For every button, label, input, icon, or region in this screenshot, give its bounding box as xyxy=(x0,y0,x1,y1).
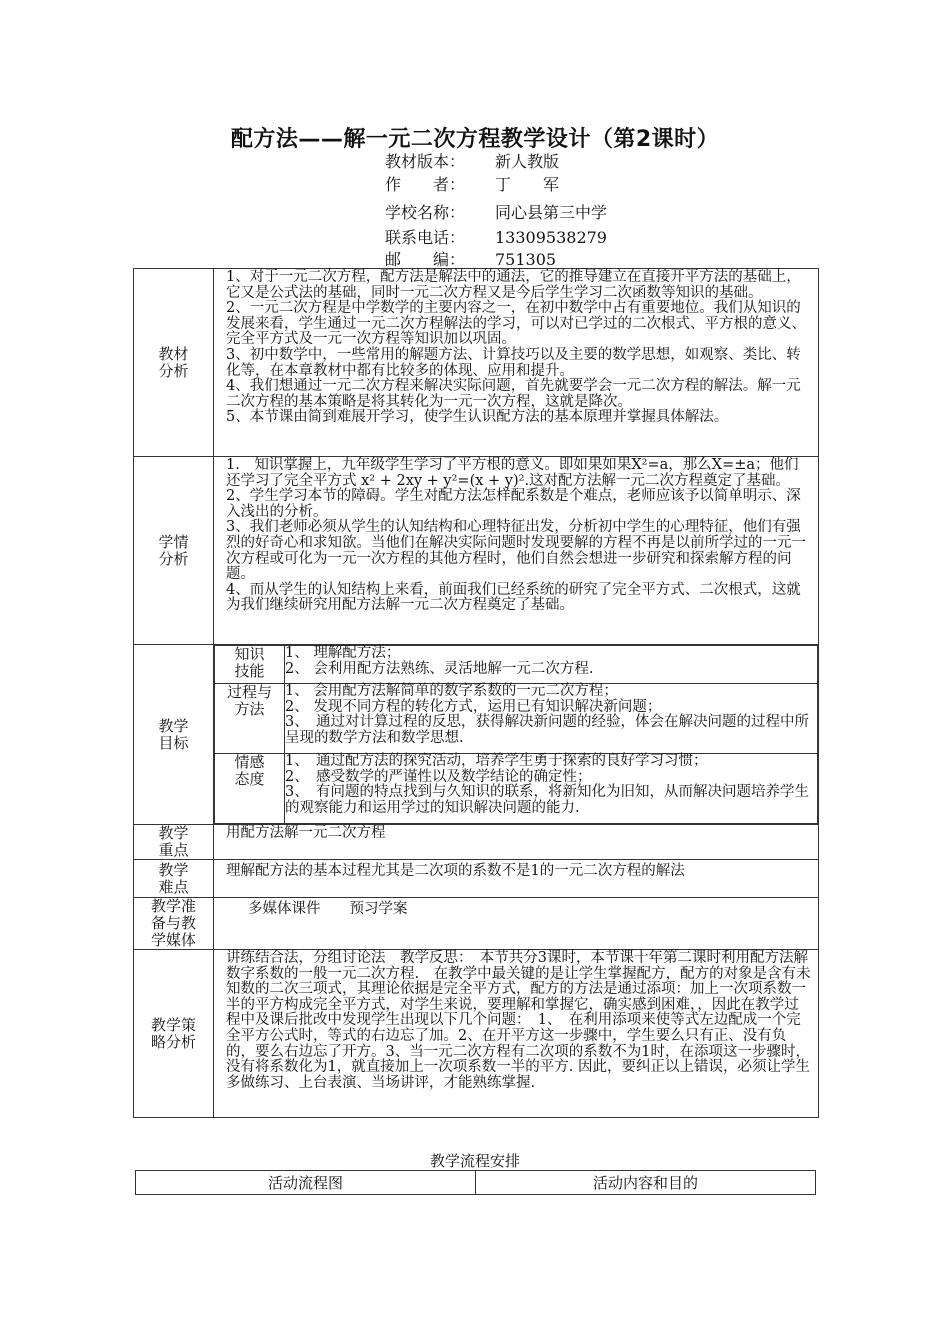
objectives-table xyxy=(214,645,818,824)
objective-line: 2、 感受数学的严谨性以及数学结论的确定性； xyxy=(285,768,592,785)
objective-line: 1、 理解配方法； xyxy=(285,645,401,661)
sub-header-process: 过程与 方法 xyxy=(215,684,285,754)
paragraph: 3、初中数学中，一些常用的解题方法、计算技巧以及主要的数学思想，如观察、类比、转化等，在本章教材中都有比较多的体现、应用和提升。 xyxy=(226,346,801,379)
meta-phone xyxy=(385,228,607,248)
objective-line: 3、 通过对计算过程的反思，获得解决新问题的经验，体会在解决问题的过程中所呈现的数学方法和数学思想. xyxy=(285,714,809,746)
objective-line: 2、 会利用配方法熟练、灵活地解一元二次方程. xyxy=(285,660,594,677)
paragraph: 1. 知识掌握上，九年级学生学习了平方根的意义。即如果如果X²=a，那么X=±a；他们还学习了完全平方式 x² + 2xy + y²=(x + y)².这对配方法解一元二次方程奠定了基础。 xyxy=(226,457,799,489)
meta-edition xyxy=(385,152,559,172)
objective-line: 1、 通过配方法的探究活动，培养学生勇于探索的良好学习习惯； xyxy=(285,753,708,769)
paragraph: 2、学生学习本节的障碍。学生对配方法怎样配系数是个难点，老师应该予以简单明示、深入浅出的分析。 xyxy=(226,488,801,520)
lesson-design-table xyxy=(133,268,819,1118)
flow-title: 教学流程安排 xyxy=(429,1152,520,1170)
paragraph: 3、我们老师必须从学生的认知结构和心理特征出发，分析初中学生的心理特征，他们有强烈的好奇心和求知欲。当他们在解决实际问题时发现要解的方程不再是以前所学过的一元一次方程或可化为一元一次方程的其他方程时，他们自然会想进一步研究和探索解方程的问题。 xyxy=(226,519,806,583)
meta-author xyxy=(385,175,559,195)
preparation-body: 多媒体课件 预习学案 xyxy=(214,898,819,950)
objective-line: 2、 发现不同方程的转化方式，运用已有知识解决新问题； xyxy=(285,698,662,715)
paragraph: 4、我们想通过一元二次方程来解决实际问题，首先就要学会一元二次方程的解法。解一元二次方程的基本策略是将其转化为一元一次方程，这就是降次。 xyxy=(226,378,801,410)
paragraph: 2、一元二次方程是中学数学的主要内容之一，在初中数学中占有重要地位。我们从知识的发展来看，学生通过一元二次方程解法的学习，可以对已学过的二次根式、平方根的意义、完全平方式及一元一次方程等知识加以巩固。 xyxy=(226,300,806,348)
row-teaching-objectives xyxy=(134,645,819,825)
flow-table xyxy=(135,1170,816,1195)
row-student-analysis xyxy=(134,457,819,645)
meta-label: 教材版本： xyxy=(385,152,466,171)
sub-header-knowledge: 知识 技能 xyxy=(215,646,285,684)
sub-header-attitude: 情感 态度 xyxy=(215,754,285,824)
textbook-analysis-body xyxy=(214,269,819,457)
student-analysis-body xyxy=(214,457,819,645)
paragraph: 4、而从学生的认知结构上来看，前面我们已经系统的研究了完全平方式、二次根式，这就为我们继续研究用配方法解一元二次方程奠定了基础。 xyxy=(226,581,801,614)
header-student-analysis: 学情 分析 xyxy=(134,457,214,645)
meta-label: 邮 编： xyxy=(385,250,466,269)
meta-value: 新人教版 xyxy=(495,152,560,171)
row-textbook-analysis xyxy=(134,269,819,457)
row-key-points xyxy=(134,825,819,860)
objective-row xyxy=(215,684,818,754)
meta-value: 同心县第三中学 xyxy=(495,203,608,222)
objective-body xyxy=(285,684,818,754)
meta-value: 751305 xyxy=(495,250,557,269)
header-difficulties: 教学 难点 xyxy=(134,860,214,898)
header-teaching-objectives: 教学 目标 xyxy=(134,645,214,825)
meta-label: 学校名称： xyxy=(385,203,466,222)
header-key-points: 教学 重点 xyxy=(134,825,214,860)
flow-col-chart: 活动流程图 xyxy=(136,1171,476,1195)
header-textbook-analysis: 教材 分析 xyxy=(134,269,214,457)
meta-value: 丁 军 xyxy=(495,175,560,194)
meta-school xyxy=(385,203,607,223)
difficulties-body: 理解配方法的基本过程尤其是二次项的系数不是1的一元二次方程的解法 xyxy=(214,860,819,898)
key-points-body: 用配方法解一元二次方程 xyxy=(214,825,819,860)
meta-value: 13309538279 xyxy=(495,228,607,247)
objectives-cell xyxy=(214,645,819,825)
objective-row xyxy=(215,754,818,824)
paragraph: 1、对于一元二次方程，配方法是解法中的通法，它的推导建立在直接开平方法的基础上，它又是公式法的基础，同时一元二次方程又是今后学生学习二次函数等知识的基础。 xyxy=(226,269,801,301)
paragraph: 5、本节课由简到难展开学习，使学生认识配方法的基本原理并掌握具体解法。 xyxy=(226,409,729,426)
document-title: 配方法——解一元二次方程教学设计（第2课时） xyxy=(230,127,720,152)
objective-body xyxy=(285,646,818,684)
row-strategy xyxy=(134,950,819,1118)
objective-line: 1、 会用配方法解简单的数字系数的一元二次方程； xyxy=(285,683,618,699)
meta-label: 作 者： xyxy=(385,175,466,194)
meta-label: 联系电话： xyxy=(385,228,466,247)
objective-body xyxy=(285,754,818,824)
flow-col-content: 活动内容和目的 xyxy=(476,1171,816,1195)
row-preparation xyxy=(134,898,819,950)
header-preparation: 教学准 备与教 学媒体 xyxy=(134,898,214,950)
header-strategy: 教学策 略分析 xyxy=(134,950,214,1118)
meta-postcode xyxy=(385,250,556,270)
objective-row xyxy=(215,646,818,684)
strategy-body: 讲练结合法，分组讨论法 教学反思： 本节共分3课时，本节课十年第二课时利用配方法解数字系数的一般一元二次方程. 在教学中最关键的是让学生掌握配方，配方的对象是含有未知数的二次三项式，其理论依据是完全平方式，配方的方法是通过添项：加上一次项系数一半的平方构成完全平方式，对学生来说，要理解和掌握它，确实感到困难，，因此在教学过程中及课后批改中发现学生出现以下几个问题： 1、 在利用添项来使等式左边配成一个完全平方公式时，等式的右边忘了加。2、在开平方这一步骤中，学生要么只有正、没有负的，要么右边忘了开方。3、当一元二次方程有二次项的系数不为1时，在添项这一步骤时，没有将系数化为1，就直接加上一次项系数一半的平方. 因此，要纠正以上错误，必须让学生多做练习、上台表演、当场讲评，才能熟练掌握. xyxy=(214,950,819,1118)
objective-line: 3、 有问题的特点找到与久知识的联系，将新知化为旧知，从而解决问题培养学生的观察能力和运用学过的知识解决问题的能力. xyxy=(285,784,809,816)
row-difficulties xyxy=(134,860,819,898)
